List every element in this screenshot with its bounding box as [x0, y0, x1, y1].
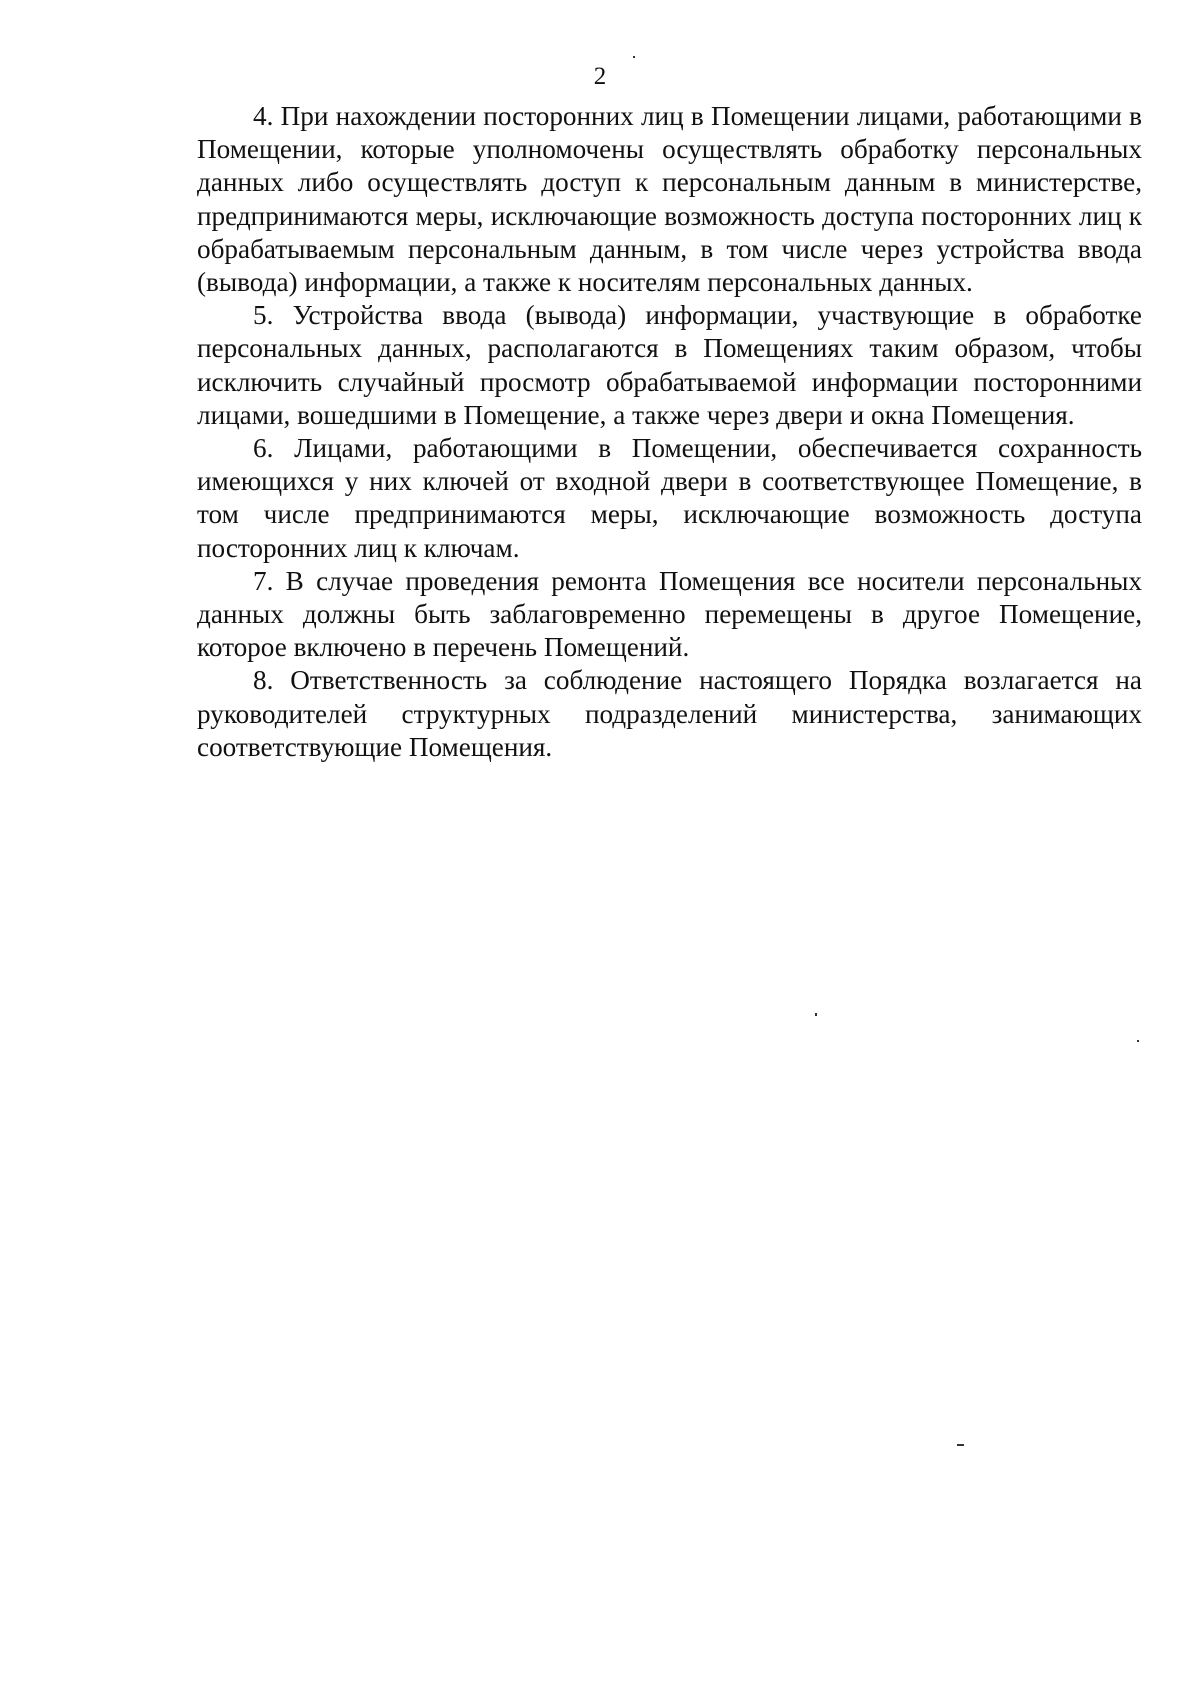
paragraph-8: 8. Ответственность за соблюдение настоящего Порядка возлагается на руководителей структурных подразделений министерства, занимающих соответствующие Помещения.: [197, 665, 1142, 762]
scan-speck: [815, 1013, 817, 1016]
scan-speck: [1137, 1040, 1139, 1042]
paragraph-6: 6. Лицами, работающими в Помещении, обеспечивается сохранность имеющихся у них ключей от входной двери в соответствующее Помещение, в том числе предпринимаются меры, исключающие возможность доступа посторонних лиц к ключам.: [197, 433, 1142, 563]
paragraph-5: 5. Устройства ввода (вывода) информации, участвующие в обработке персональных данных, располагаются в Помещениях таким образом, чтобы исключить случайный просмотр обрабатываемой информации посторонними лицами, вошедшими в Помещение, а также через двери и окна Помещения.: [197, 300, 1142, 430]
document-body: [197, 100, 1142, 764]
scan-speck: [633, 56, 635, 58]
scan-speck: [957, 1444, 964, 1446]
page-number: 2: [593, 63, 607, 90]
paragraph-4: 4. При нахождении посторонних лиц в Помещении лицами, работающими в Помещении, которые уполномочены осуществлять обработку персональных данных либо осуществлять доступ к персональным данным в министерстве, предпринимаются меры, исключающие возможность доступа посторонних лиц к обрабатываемым персональным данным, в том числе через устройства ввода (вывода) информации, а также к носителям персональных данных.: [197, 101, 1142, 298]
paragraph-7: 7. В случае проведения ремонта Помещения все носители персональных данных должны быть заблаговременно перемещены в другое Помещение, которое включено в перечень Помещений.: [197, 565, 1142, 663]
